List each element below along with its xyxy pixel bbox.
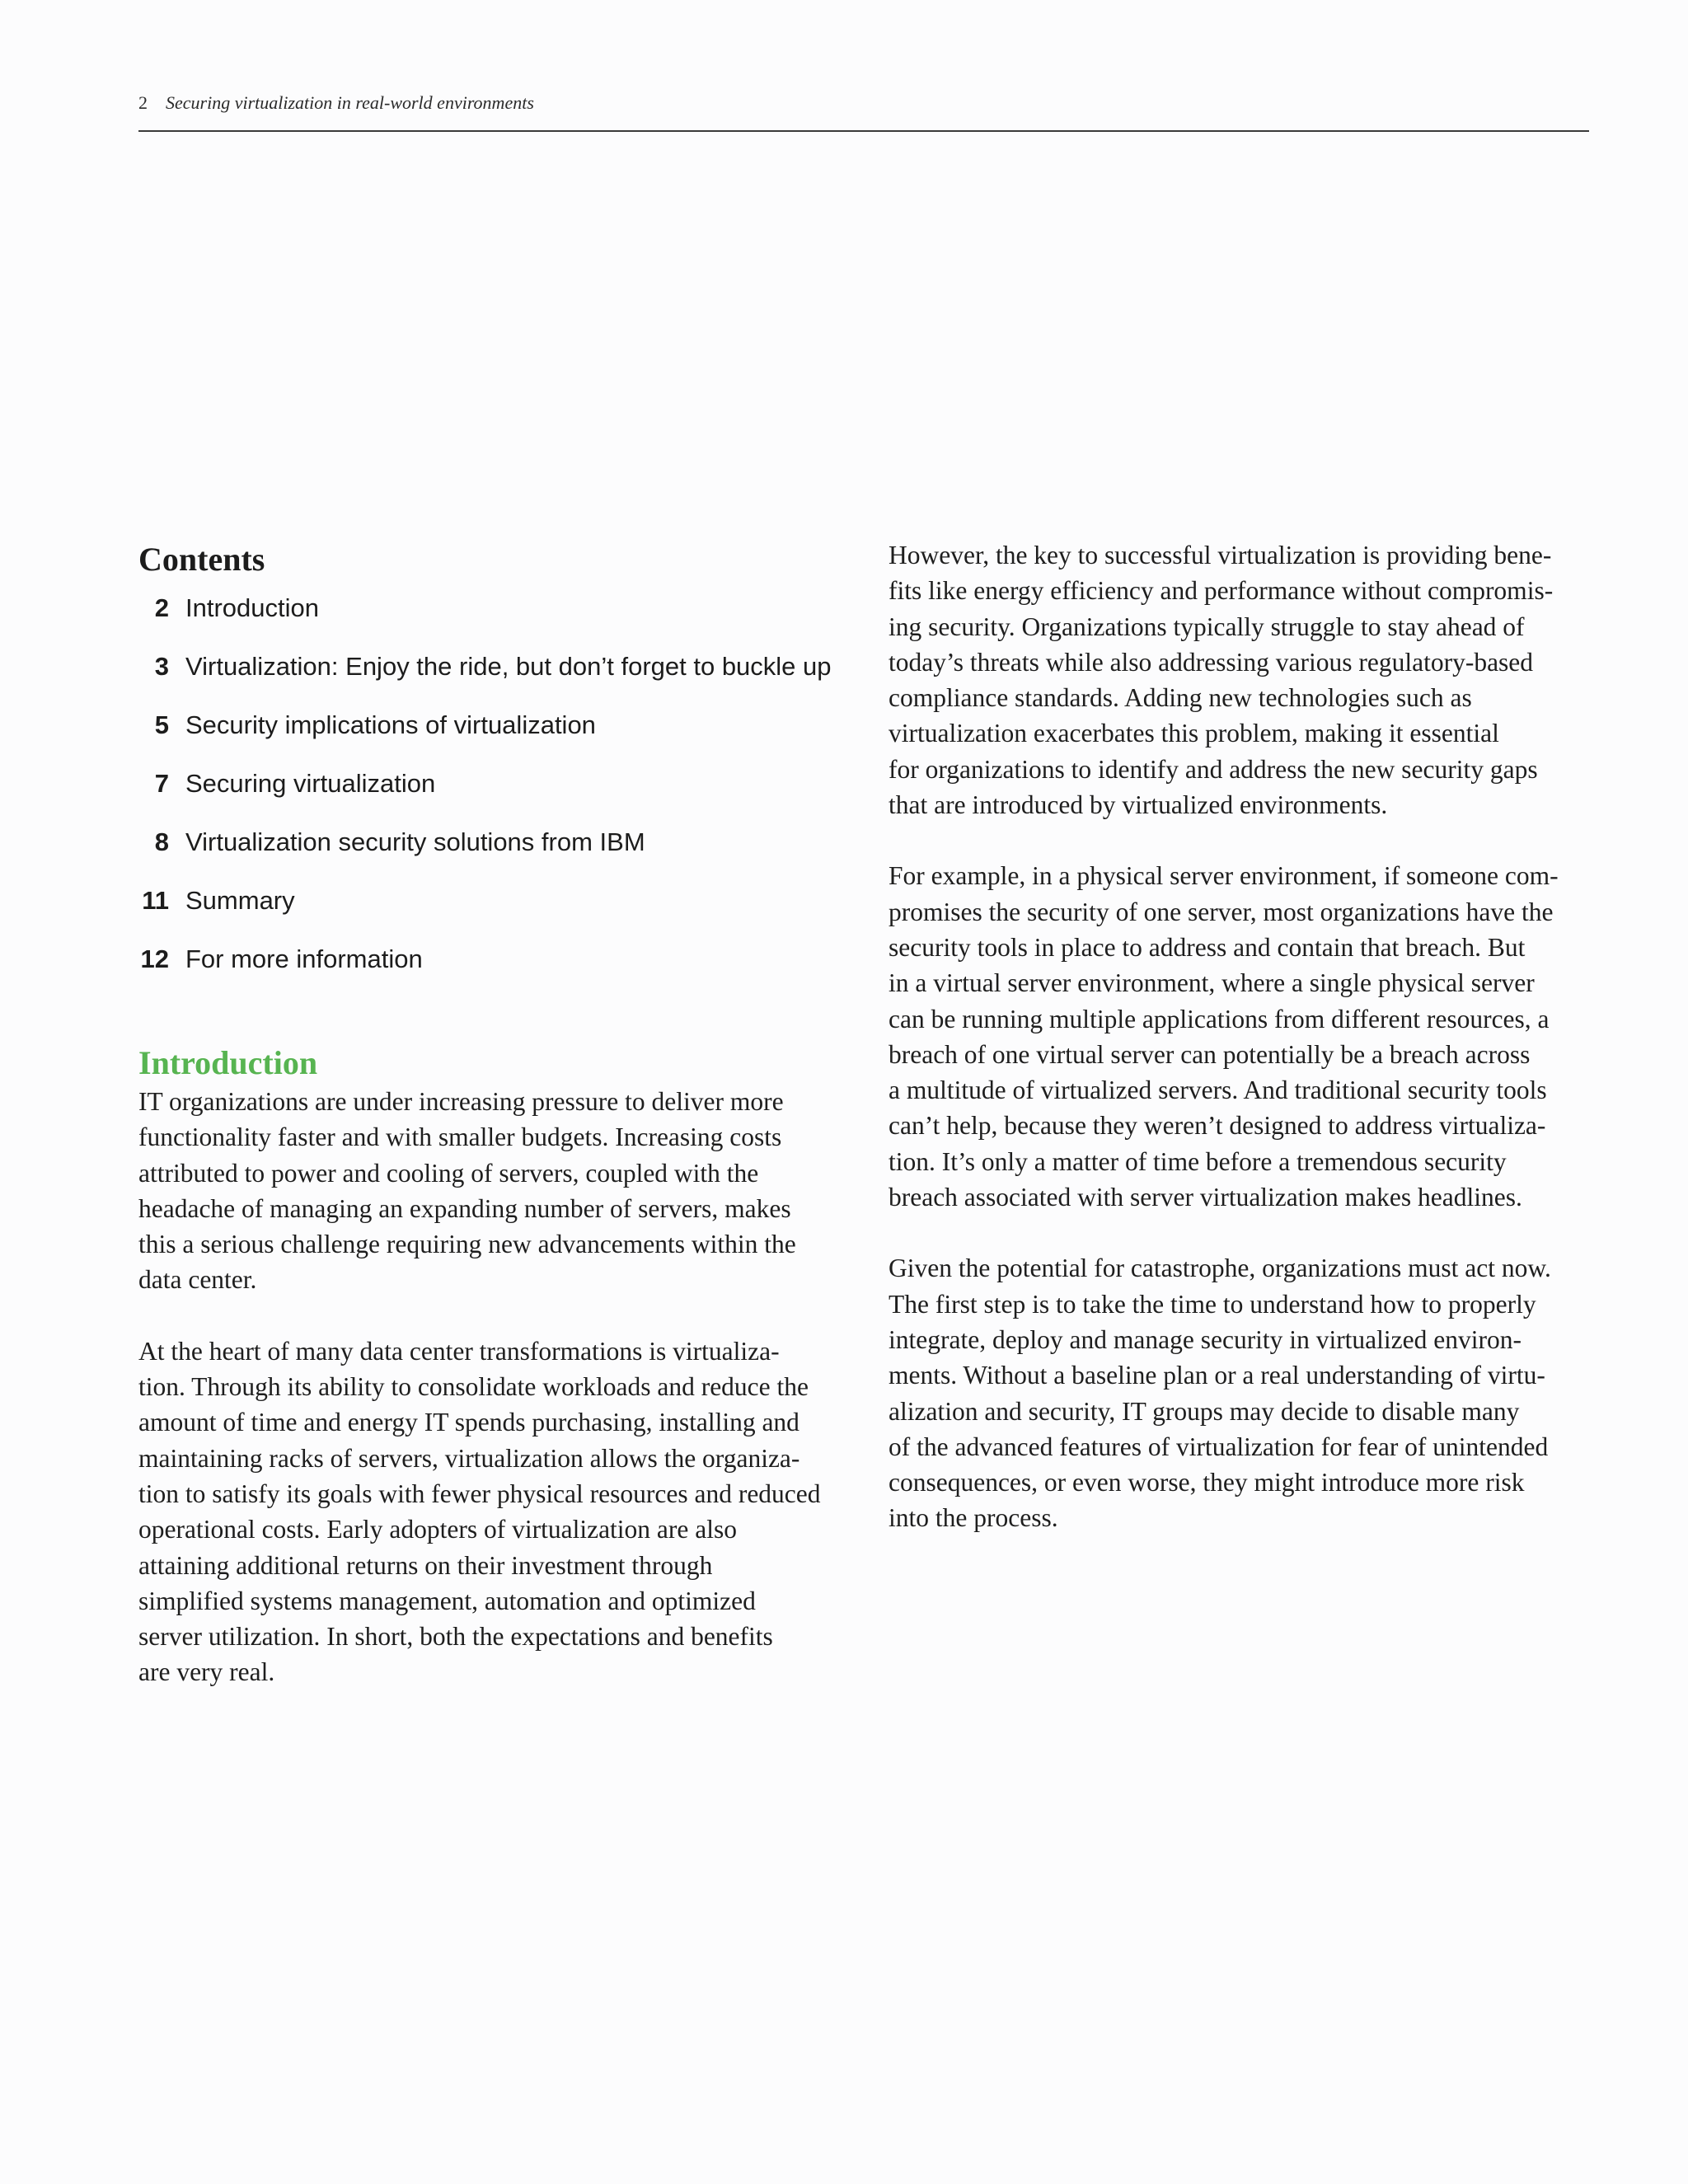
right-column	[889, 537, 1589, 1536]
text-line: operational costs. Early adopters of virtualization are also	[138, 1515, 737, 1544]
introduction-heading: Introduction	[138, 1044, 318, 1081]
text-line: virtualization exacerbates this problem, making it essential	[889, 719, 1499, 748]
text-line: today’s threats while also addressing various regulatory-based	[889, 647, 1534, 677]
toc-item[interactable]	[138, 944, 849, 1003]
text-line: At the heart of many data center transformations is virtualiza-	[138, 1336, 780, 1366]
text-line: promises the security of one server, most organizations have the	[889, 897, 1554, 926]
toc-page-number: 8	[154, 827, 169, 856]
text-line: attaining additional returns on their investment through	[138, 1550, 713, 1580]
text-line: compliance standards. Adding new technologies such as	[889, 683, 1472, 713]
text-line: breach associated with server virtualization makes headlines.	[889, 1183, 1522, 1212]
toc-item[interactable]	[138, 886, 849, 944]
introduction-paragraph-1	[138, 1084, 849, 1298]
toc-label: Virtualization: Enjoy the ride, but don’t forget to buckle up	[185, 652, 832, 681]
text-line: of the advanced features of virtualization for fear of unintended	[889, 1432, 1549, 1461]
table-of-contents	[138, 593, 849, 1003]
running-title: Securing virtualization in real-world environments	[166, 92, 534, 113]
text-line: ments. Without a baseline plan or a real understanding of virtu-	[889, 1361, 1545, 1390]
toc-item[interactable]	[138, 652, 849, 710]
text-line: The first step is to take the time to understand how to properly	[889, 1289, 1536, 1319]
toc-page-number: 5	[154, 710, 169, 739]
body-paragraph-2	[889, 858, 1589, 1215]
running-header	[138, 92, 1589, 132]
text-line: a multitude of virtualized servers. And traditional security tools	[889, 1076, 1547, 1105]
toc-page-number: 7	[154, 769, 169, 798]
text-line: Given the potential for catastrophe, organizations must act now.	[889, 1254, 1551, 1283]
text-line: for organizations to identify and address the new security gaps	[889, 754, 1538, 784]
text-line: breach of one virtual server can potentially be a breach across	[889, 1039, 1531, 1069]
toc-item[interactable]	[138, 827, 849, 886]
text-line: tion. Through its ability to consolidate workloads and reduce the	[138, 1372, 809, 1402]
text-line: can’t help, because they weren’t designed to address virtualiza-	[889, 1111, 1546, 1141]
toc-label: Summary	[185, 886, 295, 915]
page-number: 2	[138, 92, 148, 113]
toc-page-number: 2	[154, 593, 169, 622]
body-paragraph-3	[889, 1250, 1589, 1535]
toc-page-number: 11	[142, 886, 169, 915]
toc-item[interactable]	[138, 593, 849, 652]
introduction-paragraph-2	[138, 1333, 849, 1690]
text-line: For example, in a physical server environment, if someone com-	[889, 861, 1559, 891]
body-paragraph-1	[889, 537, 1589, 823]
toc-label: For more information	[185, 944, 423, 973]
text-line: attributed to power and cooling of servers, coupled with the	[138, 1158, 759, 1188]
toc-item[interactable]	[138, 769, 849, 827]
left-column	[138, 537, 849, 1690]
toc-item[interactable]	[138, 710, 849, 769]
text-line: integrate, deploy and manage security in virtualized environ-	[889, 1324, 1522, 1354]
toc-page-number: 12	[140, 944, 169, 973]
text-line: simplified systems management, automation and optimized	[138, 1586, 756, 1615]
text-line: server utilization. In short, both the expectations and benefits	[138, 1622, 773, 1652]
text-line: ing security. Organizations typically struggle to stay ahead of	[889, 612, 1525, 641]
text-line: that are introduced by virtualized environments.	[889, 790, 1388, 820]
text-line: IT organizations are under increasing pressure to deliver more	[138, 1087, 784, 1116]
text-line: data center.	[138, 1265, 257, 1295]
text-line: in a virtual server environment, where a single physical server	[889, 968, 1535, 998]
text-line: headache of managing an expanding number of servers, makes	[138, 1193, 791, 1223]
contents-title: Contents	[138, 541, 265, 578]
text-line: security tools in place to address and contain that breach. But	[889, 932, 1526, 962]
text-line: this a serious challenge requiring new advancements within the	[138, 1230, 796, 1259]
text-line: amount of time and energy IT spends purchasing, installing and	[138, 1408, 799, 1437]
toc-label: Securing virtualization	[185, 769, 436, 798]
text-line: However, the key to successful virtualization is providing bene-	[889, 541, 1552, 569]
text-line: into the process.	[889, 1503, 1058, 1533]
toc-label: Security implications of virtualization	[185, 710, 596, 739]
text-line: tion. It’s only a matter of time before a tremendous security	[889, 1146, 1507, 1176]
text-line: maintaining racks of servers, virtualization allows the organiza-	[138, 1443, 800, 1473]
text-line: fits like energy efficiency and performance without compromis-	[889, 576, 1554, 606]
toc-label: Virtualization security solutions from IBM	[185, 827, 645, 856]
toc-label: Introduction	[185, 593, 319, 622]
toc-page-number: 3	[154, 652, 169, 681]
text-line: can be running multiple applications from different resources, a	[889, 1004, 1550, 1033]
text-line: are very real.	[138, 1657, 275, 1687]
text-line: consequences, or even worse, they might introduce more risk	[889, 1468, 1525, 1497]
text-line: alization and security, IT groups may decide to disable many	[889, 1396, 1520, 1426]
text-line: tion to satisfy its goals with fewer physical resources and reduced	[138, 1479, 821, 1508]
text-line: functionality faster and with smaller budgets. Increasing costs	[138, 1122, 782, 1152]
